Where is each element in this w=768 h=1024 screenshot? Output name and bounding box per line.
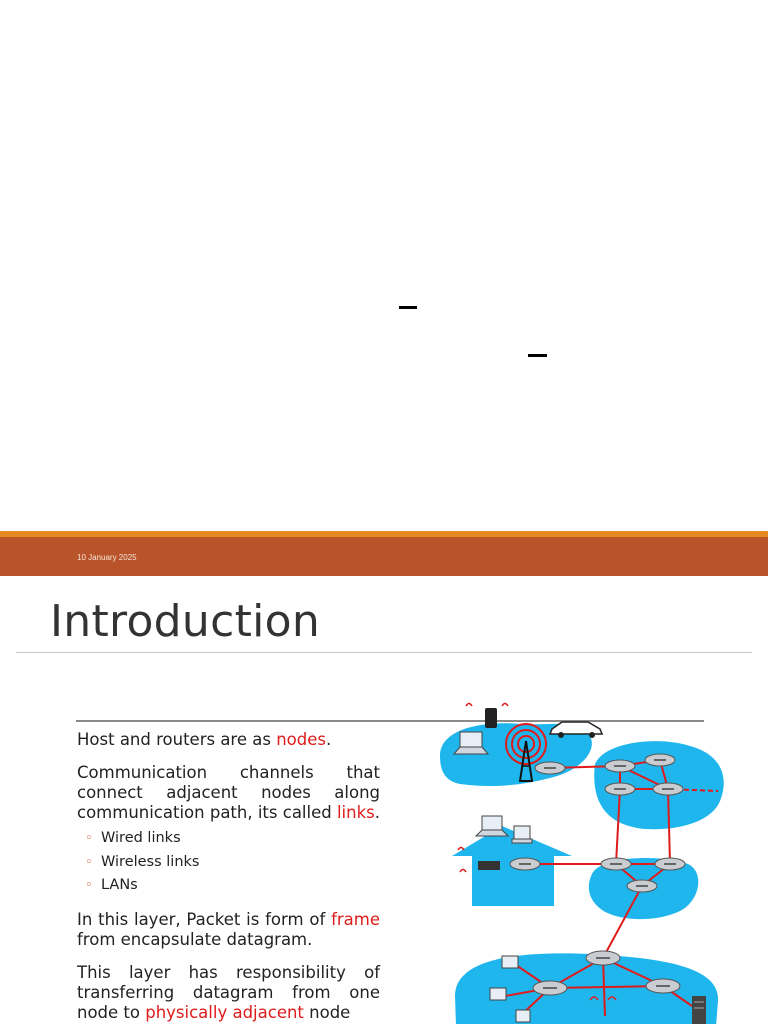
text: node [303, 1002, 351, 1022]
paragraph-responsibility [77, 963, 380, 1023]
text: . [325, 730, 332, 749]
slide-title: Introduction [50, 596, 321, 647]
text: Communication channels that connect adjacent nodes along communication path, its called [77, 763, 380, 822]
highlight-frame: frame [331, 909, 380, 929]
server-rack-icon [692, 996, 706, 1024]
highlight-nodes: nodes [276, 730, 326, 749]
footer-date: 10 January 2025 [77, 553, 137, 562]
dash-mark [399, 306, 417, 309]
link-types-list [77, 827, 380, 898]
laptop-icon [476, 816, 508, 836]
text: In this layer, Packet is form of [77, 909, 332, 929]
text: . [374, 803, 380, 822]
highlight-physically-adjacent: physically adjacent [145, 1002, 304, 1022]
text: from encapsulate datagram. [77, 929, 313, 949]
text: Host and routers are as [77, 730, 277, 749]
paragraph-frame [77, 910, 380, 950]
dash-mark [528, 354, 547, 357]
network-diagram [430, 696, 730, 1024]
list-item: ◦ Wired links [101, 827, 380, 851]
highlight-links: links [336, 803, 375, 822]
paragraph-nodes [77, 730, 380, 750]
title-divider [16, 652, 752, 653]
slide-body [77, 730, 380, 1024]
paragraph-links [77, 763, 380, 823]
introduction-slide [0, 576, 768, 1024]
text: This layer has responsibility of transferring datagram from one node to [77, 962, 380, 1022]
list-item: ◦ LANs [101, 874, 380, 898]
list-item: ◦ Wireless links [101, 851, 380, 875]
desktop-computer-icon [512, 826, 532, 843]
